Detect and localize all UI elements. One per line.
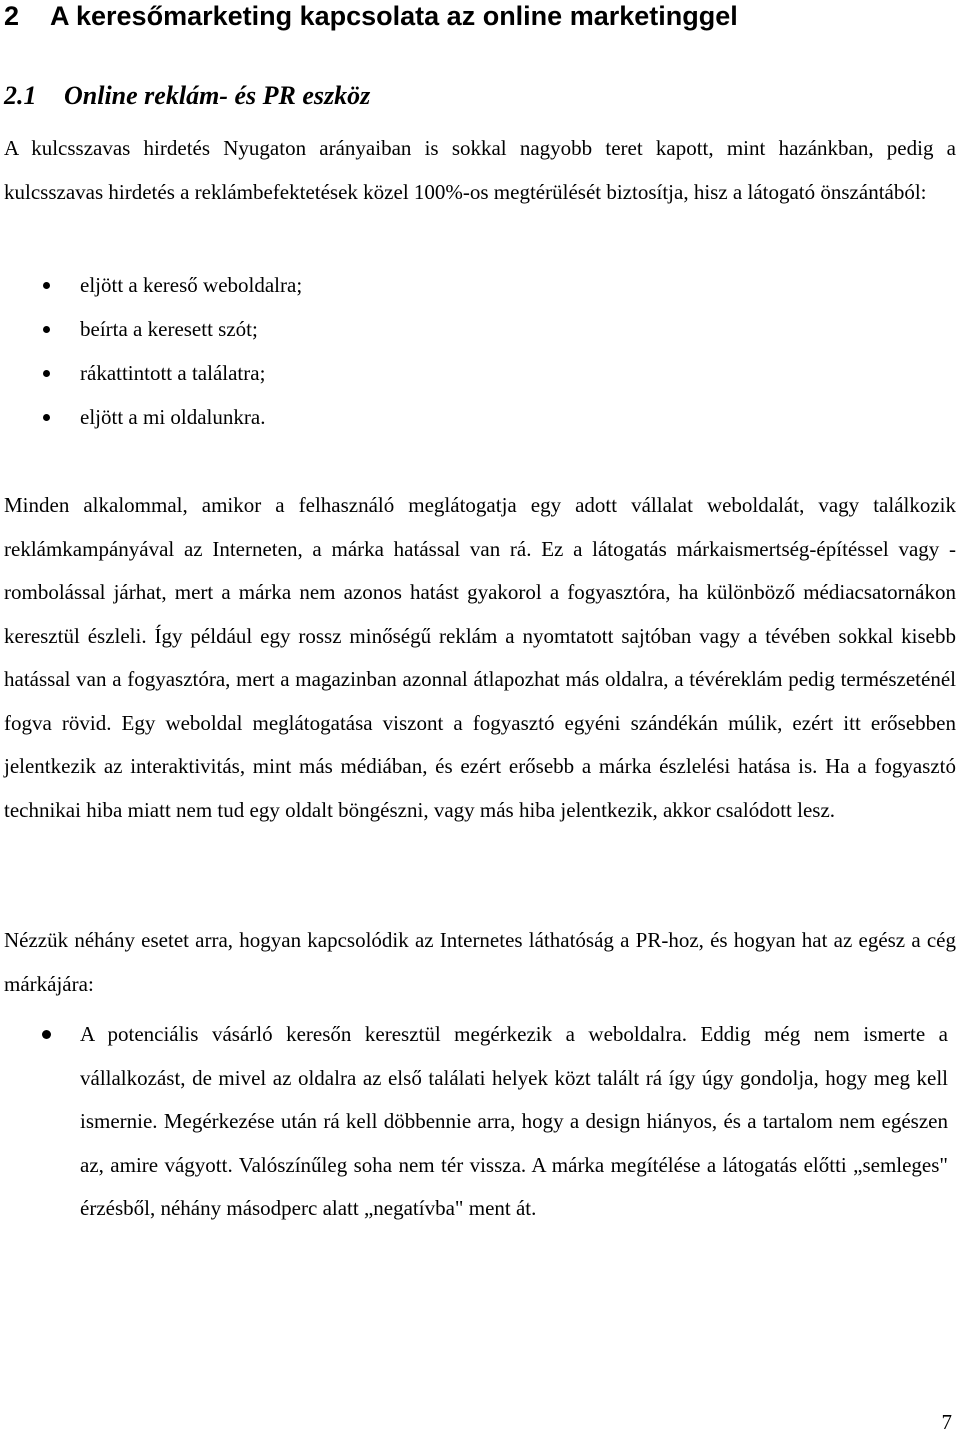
section-heading (4, 76, 370, 116)
cases-list (0, 1013, 960, 1231)
chapter-number: 2 (4, 1, 20, 31)
list-item (0, 395, 960, 439)
list-item (0, 307, 960, 351)
list-item-text: rákattintott a találatra; (80, 361, 266, 385)
chapter-title: A keresőmarketing kapcsolata az online marketinggel (50, 1, 738, 31)
bullet-icon (43, 414, 50, 421)
list-item (0, 351, 960, 395)
chapter-heading (4, 0, 738, 36)
list-item (0, 263, 960, 307)
list-item-text: eljött a kereső weboldalra; (80, 273, 303, 297)
list-item-text: A potenciális vásárló keresőn keresztül megérkezik a weboldalra. Eddig még nem ismerte a vállalkozást, de mivel az oldalra az első találati helyek közt talált rá így úgy gondolja, hogy meg kell ismernie. Megérkezése után rá kell döbbennie arra, hogy a design hiányos, és a tartalom nem egészen az, amire vágyott. Valószínűleg soha nem tér vissza. A márka megítélése a látogatás előtti „semleges" érzésből, néhány másodperc alatt „negatívba" ment át. (80, 1022, 948, 1220)
page-number: 7 (941, 1410, 952, 1434)
list-item-text: eljött a mi oldalunkra. (80, 405, 266, 429)
bullet-icon (43, 370, 50, 377)
cases-intro-paragraph: Nézzük néhány esetet arra, hogyan kapcsolódik az Internetes láthatóság a PR-hoz, és hogyan hat az egész a cég márkájára: (4, 928, 956, 996)
bullet-icon (43, 282, 50, 289)
section-title: Online reklám- és PR eszköz (64, 81, 371, 110)
list-item (0, 1013, 948, 1231)
bullet-icon (43, 326, 50, 333)
intro-paragraph: A kulcsszavas hirdetés Nyugaton arányaiban is sokkal nagyobb teret kapott, mint hazánkban, pedig a kulcsszavas hirdetés a reklámbefektetések közel 100%-os megtérülését biztosítja, hisz a látogató önszántából: (4, 136, 956, 204)
main-paragraph: Minden alkalommal, amikor a felhasználó meglátogatja egy adott vállalat weboldalát, vagy találkozik reklámkampányával az Interneten, a márka hatással van rá. Ez a látogatás márkaismertség-építéssel vagy - rombolással járhat, mert a márka nem azonos hatást gyakorol a fogyasztóra, ha különböző médiacsatornákon keresztül észleli. Így például egy rossz minőségű reklám a nyomtatott sajtóban vagy a tévében sokkal kisebb hatással van a fogyasztóra, mert a magazinban azonnal átlapozhat más oldalra, a tévéreklám pedig természeténél fogva rövid. Egy weboldal meglátogatása viszont a fogyasztó egyéni szándékán múlik, ezért itt erősebben jelentkezik az interaktivitás, mint más médiában, és ezért erősebb a márka észlelési hatása is. Ha a fogyasztó technikai hiba miatt nem tud egy oldalt böngészni, vagy más hiba jelentkezik, akkor csalódott lesz. (4, 493, 956, 822)
bullet-icon (42, 1030, 51, 1039)
section-number: 2.1 (4, 81, 37, 110)
visitor-steps-list (0, 263, 960, 439)
list-item-text: beírta a keresett szót; (80, 317, 258, 341)
